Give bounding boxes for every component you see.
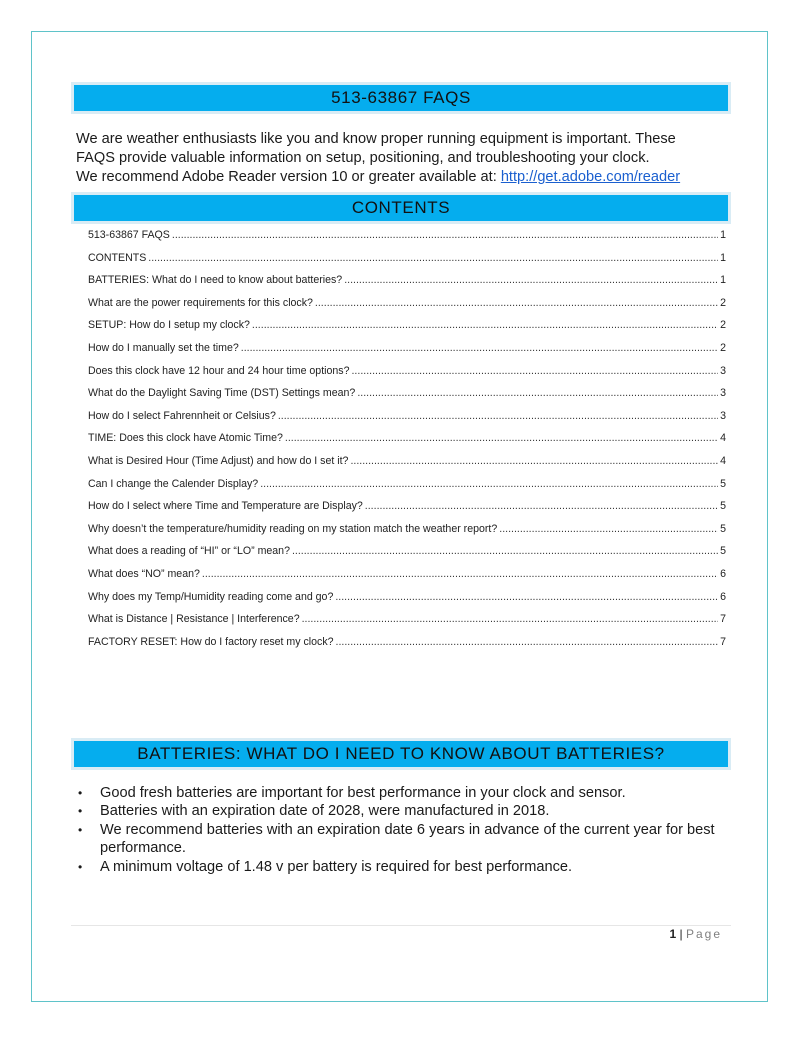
toc-entry-title[interactable]: What is Distance | Resistance | Interference?	[88, 613, 300, 626]
list-item: • Good fresh batteries are important for best performance in your clock and sensor.	[78, 784, 728, 802]
toc-entry-page[interactable]: 3	[720, 387, 726, 400]
toc-entry-title[interactable]: Can I change the Calender Display?	[88, 477, 259, 490]
toc-dot-leader	[335, 591, 718, 603]
intro-line	[76, 168, 726, 187]
toc-entry-title[interactable]: SETUP: How do I setup my clock?	[88, 319, 250, 332]
footer-separator: |	[676, 927, 686, 941]
toc-entry-page[interactable]: 5	[720, 500, 726, 513]
toc-dot-leader	[336, 636, 719, 648]
toc-entry-title[interactable]: What are the power requirements for this clock?	[88, 296, 313, 309]
toc-entry-page[interactable]: 7	[720, 635, 726, 648]
toc-entry-page[interactable]: 4	[720, 432, 726, 445]
toc-entry[interactable]	[88, 568, 726, 591]
toc-dot-leader	[252, 319, 718, 331]
toc-entry[interactable]	[88, 636, 726, 659]
contents-banner	[71, 192, 731, 224]
toc-entry[interactable]	[88, 319, 726, 342]
toc-dot-leader	[357, 387, 718, 399]
toc-entry[interactable]	[88, 252, 726, 275]
toc-dot-leader	[241, 342, 718, 354]
toc-entry-title[interactable]: What do the Daylight Saving Time (DST) Settings mean?	[88, 387, 356, 400]
toc-entry-title[interactable]: CONTENTS	[88, 251, 147, 264]
toc-dot-leader	[172, 229, 718, 241]
page-number: 1	[669, 927, 677, 941]
intro-line: We are weather enthusiasts like you and know proper running equipment is important. These	[76, 131, 676, 147]
toc-entry[interactable]	[88, 523, 726, 546]
toc-entry[interactable]	[88, 342, 726, 365]
toc-entry[interactable]	[88, 545, 726, 568]
toc-entry-page[interactable]: 1	[720, 229, 726, 241]
toc-entry[interactable]	[88, 274, 726, 297]
toc-entry-title[interactable]: What does “NO” mean?	[88, 567, 200, 580]
toc-entry-page[interactable]: 5	[720, 545, 726, 558]
footer-divider	[71, 925, 731, 926]
document-title: 513-63867 FAQS	[331, 88, 471, 107]
toc-entry[interactable]	[88, 297, 726, 320]
toc-dot-leader	[302, 613, 719, 625]
toc-entry[interactable]	[88, 365, 726, 388]
toc-dot-leader	[260, 478, 718, 490]
toc-dot-leader	[202, 568, 718, 580]
toc-dot-leader	[148, 252, 718, 264]
toc-entry-title[interactable]: Why doesn’t the temperature/humidity reading on my station match the weather report?	[88, 522, 498, 535]
toc-entry-page[interactable]: 4	[720, 454, 726, 467]
toc-dot-leader	[285, 432, 718, 444]
toc-dot-leader	[365, 500, 718, 512]
toc-entry-title[interactable]: How do I manually set the time?	[88, 341, 239, 354]
title-banner	[71, 82, 731, 114]
toc-entry[interactable]	[88, 387, 726, 410]
toc-entry[interactable]	[88, 410, 726, 433]
toc-entry-title[interactable]: TIME: Does this clock have Atomic Time?	[88, 432, 283, 445]
toc-entry[interactable]	[88, 478, 726, 501]
toc-entry-page[interactable]: 2	[720, 341, 726, 354]
intro-paragraph	[76, 130, 726, 187]
table-of-contents	[88, 229, 726, 658]
toc-entry-title[interactable]: How do I select Fahrennheit or Celsius?	[88, 409, 276, 422]
toc-dot-leader	[350, 455, 718, 467]
list-item: • We recommend batteries with an expiration date 6 years in advance of the current year for best performance.	[78, 821, 728, 858]
toc-entry-title[interactable]: What does a reading of “HI” or “LO” mean?	[88, 545, 290, 558]
batteries-banner	[71, 738, 731, 770]
toc-dot-leader	[344, 274, 718, 286]
toc-entry-page[interactable]: 1	[720, 274, 726, 287]
toc-entry-page[interactable]: 6	[720, 567, 726, 580]
toc-entry[interactable]	[88, 432, 726, 455]
list-item: • A minimum voltage of 1.48 v per battery is required for best performance.	[78, 858, 728, 876]
toc-entry-page[interactable]: 3	[720, 364, 726, 377]
toc-entry-title[interactable]: Why does my Temp/Humidity reading come and go?	[88, 590, 334, 603]
toc-entry-page[interactable]: 5	[720, 522, 726, 535]
page-footer	[669, 927, 722, 941]
toc-entry-title[interactable]: FACTORY RESET: How do I factory reset my clock?	[88, 635, 334, 648]
toc-dot-leader	[278, 410, 718, 422]
toc-entry-title[interactable]: What is Desired Hour (Time Adjust) and how do I set it?	[88, 454, 349, 467]
toc-entry-title[interactable]: How do I select where Time and Temperature are Display?	[88, 500, 363, 513]
batteries-heading: BATTERIES: WHAT DO I NEED TO KNOW ABOUT BATTERIES?	[137, 744, 665, 763]
toc-dot-leader	[315, 297, 718, 309]
toc-entry-page[interactable]: 5	[720, 477, 726, 490]
toc-dot-leader	[292, 545, 718, 557]
toc-entry-page[interactable]: 6	[720, 590, 726, 603]
batteries-bullet-list	[78, 784, 728, 876]
intro-line-text: We recommend Adobe Reader version 10 or greater available at:	[76, 169, 501, 185]
toc-entry-title[interactable]: 513-63867 FAQS	[88, 229, 170, 241]
toc-entry-page[interactable]: 3	[720, 409, 726, 422]
toc-dot-leader	[499, 523, 718, 535]
toc-entry[interactable]	[88, 455, 726, 478]
toc-entry-page[interactable]: 1	[720, 251, 726, 264]
toc-entry[interactable]	[88, 500, 726, 523]
toc-entry-title[interactable]: BATTERIES: What do I need to know about batteries?	[88, 274, 343, 287]
toc-entry-title[interactable]: Does this clock have 12 hour and 24 hour time options?	[88, 364, 350, 377]
intro-line: FAQS provide valuable information on setup, positioning, and troubleshooting your clock.	[76, 150, 650, 166]
contents-heading: CONTENTS	[351, 198, 451, 217]
toc-entry-page[interactable]: 2	[720, 296, 726, 309]
toc-entry-page[interactable]: 7	[720, 613, 726, 626]
toc-entry[interactable]	[88, 613, 726, 636]
list-item: • Batteries with an expiration date of 2028, were manufactured in 2018.	[78, 802, 728, 820]
toc-entry[interactable]	[88, 229, 726, 252]
toc-entry-page[interactable]: 2	[720, 319, 726, 332]
toc-entry[interactable]	[88, 591, 726, 614]
page-word: Page	[685, 927, 722, 941]
toc-dot-leader	[351, 365, 718, 377]
adobe-reader-link[interactable]: http://get.adobe.com/reader	[500, 169, 681, 185]
